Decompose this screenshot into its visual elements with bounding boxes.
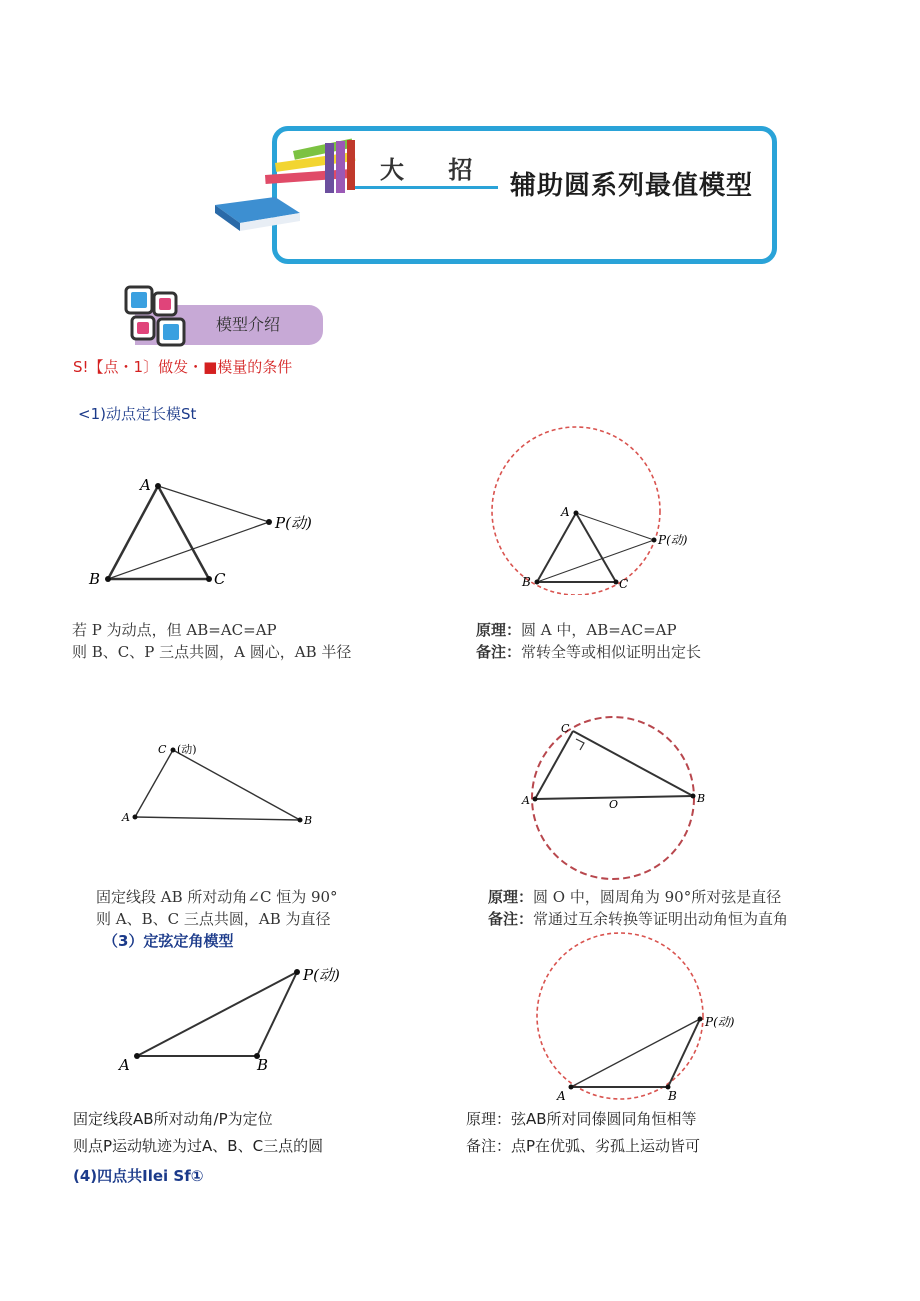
label-A: A [119, 1056, 130, 1074]
label-O: O [609, 798, 619, 811]
label-B: B [668, 1089, 677, 1103]
label-A: A [522, 794, 530, 807]
caption-label: 原理： [488, 888, 534, 906]
label-C: C [619, 577, 629, 591]
caption-label: 原理： [476, 621, 522, 639]
label-dyn: (动) [177, 743, 197, 756]
caption-label: 备注： [488, 910, 534, 928]
caption-line: 常通过互余转换等证明出动角恒为直角 [533, 910, 789, 928]
caption-line: 则 A、B、C 三点共圆，AB 为直径 [96, 910, 331, 928]
model-2-left-figure [115, 738, 325, 830]
label-A: A [140, 476, 151, 494]
caption-line: 固定线段 AB 所对动角∠C 恒为 90° [96, 888, 338, 906]
model-1-left-caption [72, 619, 351, 663]
model-2-right-figure [515, 712, 715, 882]
model-1-heading: <1)动点定长模St [78, 405, 197, 423]
label-P: P(动) [303, 966, 340, 984]
model-4-heading: (4)四点共Ilei Sf① [73, 1167, 204, 1185]
label-A: A [557, 1089, 566, 1103]
label-P: P(动) [275, 514, 312, 532]
label-A: A [122, 811, 130, 824]
model-3-left-caption [73, 1106, 323, 1160]
model-3-right-caption [466, 1106, 700, 1160]
caption-line: 圆 A 中，AB=AC=AP [521, 621, 677, 639]
label-B: B [522, 575, 531, 589]
caption-line: 备注：点P在优弧、劣孤上运动皆可 [466, 1137, 701, 1155]
model-3-heading: （3）定弦定角模型 [103, 932, 234, 950]
section-tag-label: 模型介绍 [216, 315, 281, 334]
model-2-right-caption [488, 886, 788, 930]
caption-label: 备注： [476, 643, 522, 661]
intro-line: S!【点・1〕做发・■模量的条件 [73, 358, 293, 376]
banner-sub-title: 辅助圆系列最值模型 [510, 171, 754, 201]
caption-line: 常转全等或相似证明出定长 [521, 643, 702, 661]
caption-line: 原理：弦AB所对同傣圆同角恒相等 [466, 1110, 697, 1128]
caption-line: 固定线段AB所对动角/P为定位 [73, 1110, 273, 1128]
model-1-left-figure [80, 470, 340, 595]
model-3-right-figure [520, 930, 750, 1105]
model-1-right-caption [476, 619, 701, 663]
label-B: B [89, 570, 101, 588]
model-2-left-caption [96, 886, 338, 930]
label-C: C [214, 570, 226, 588]
label-C: C [561, 722, 570, 735]
caption-line: 则 B、C、P 三点共圆，A 圆心，AB 半径 [72, 643, 352, 661]
puzzle-icon [124, 285, 188, 347]
label-B: B [257, 1056, 269, 1074]
caption-line: 圆 O 中，圆周角为 90°所对弦是直径 [533, 888, 782, 906]
label-C: C [158, 743, 167, 756]
model-3-left-figure [110, 960, 360, 1075]
label-P: P(动) [658, 533, 688, 547]
books-icon [205, 135, 365, 235]
label-B: B [304, 814, 313, 827]
banner-divider [350, 186, 498, 189]
label-B: B [697, 792, 706, 805]
caption-line: 则点P运动轨迹为过A、B、C三点的圆 [73, 1137, 324, 1155]
label-P: P(动) [705, 1015, 735, 1029]
banner-big-title: 大 招 [380, 155, 491, 184]
model-1-right-figure [488, 425, 708, 595]
label-A: A [561, 505, 570, 519]
caption-line: 若 P 为动点，但 AB=AC=AP [72, 621, 277, 639]
